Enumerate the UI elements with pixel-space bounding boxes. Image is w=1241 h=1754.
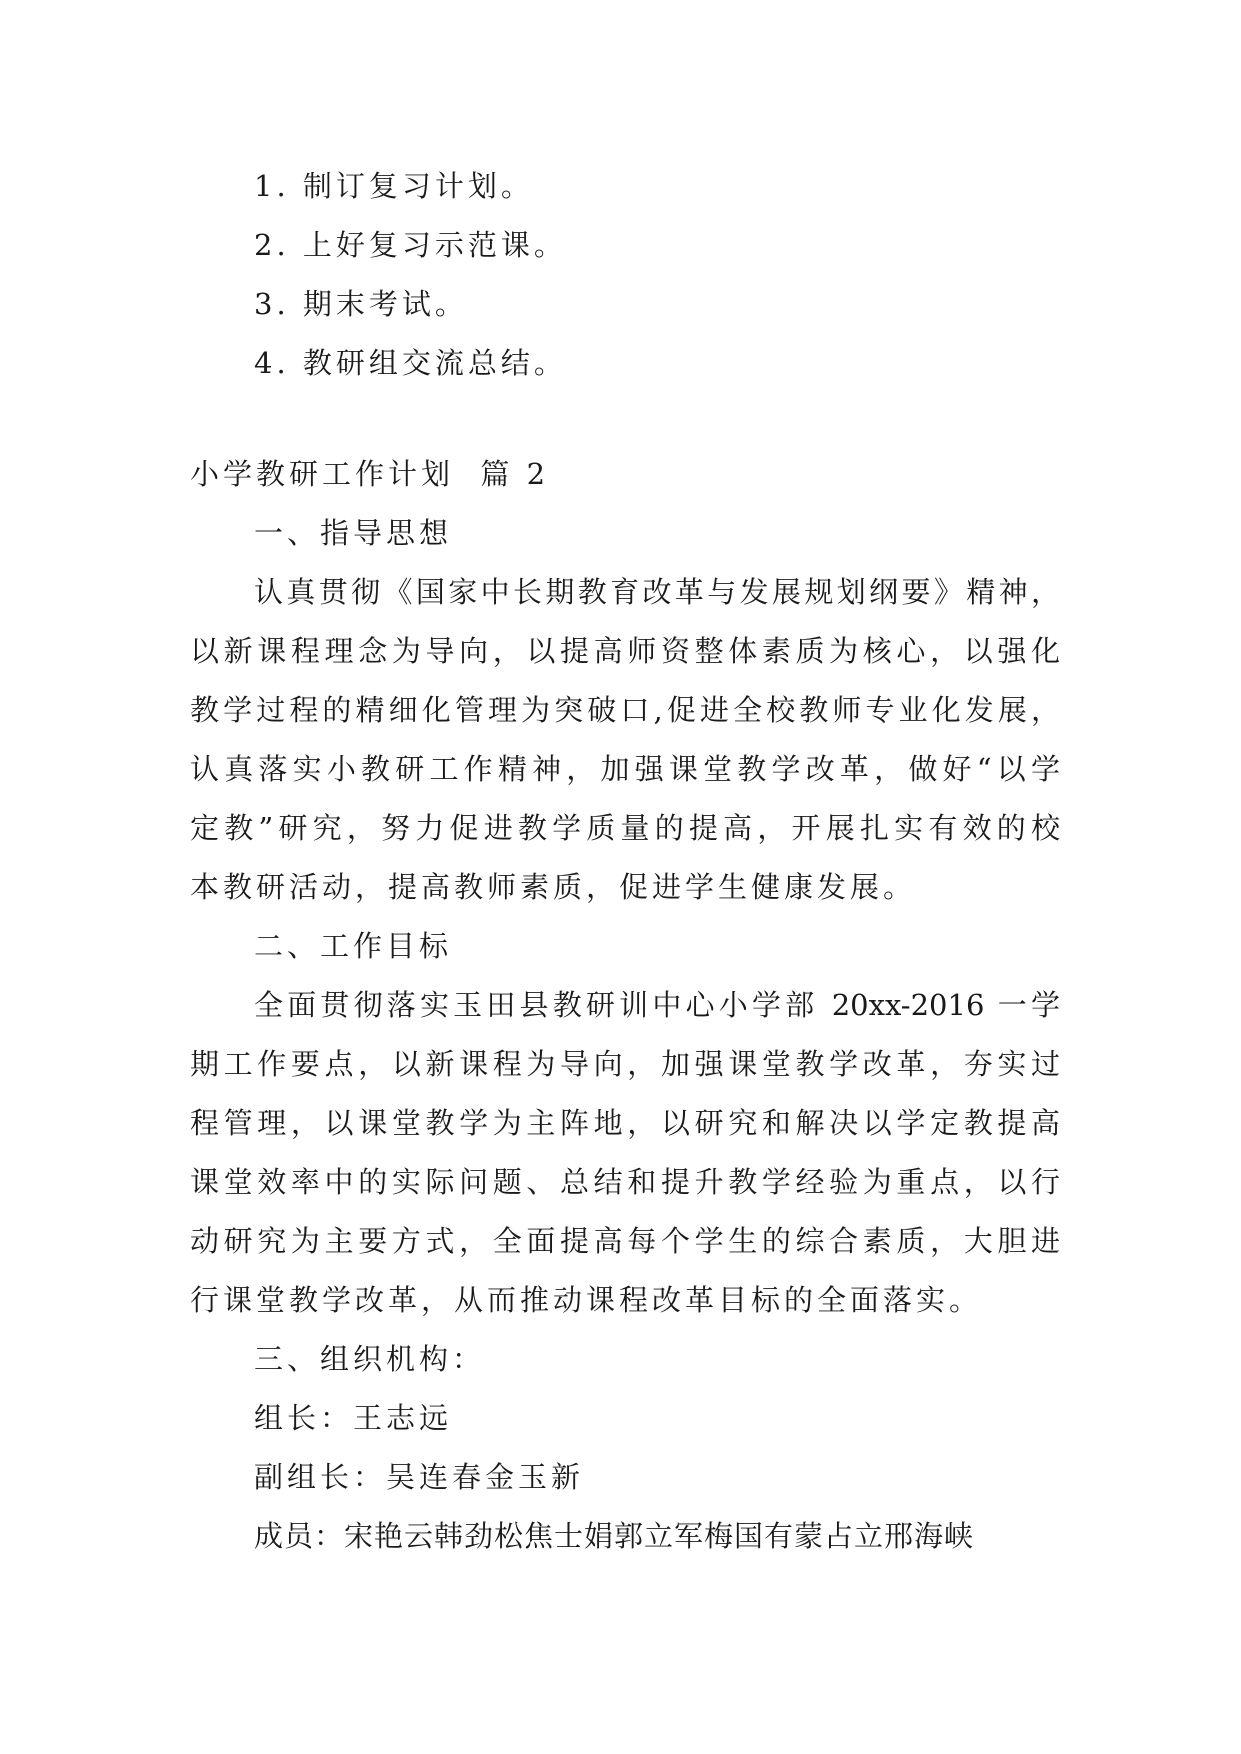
paragraph-line: 认真落实小教研工作精神，加强课堂教学改革，做好“以学 bbox=[190, 752, 1060, 786]
paragraph-line: 定教”研究，努力促进教学质量的提高，开展扎实有效的校 bbox=[190, 811, 1060, 845]
paragraph-line: 本教研活动，提高教师素质，促进学生健康发展。 bbox=[190, 870, 917, 904]
paragraph-line: 期工作要点，以新课程为导向，加强课堂教学改革，夯实过 bbox=[190, 1047, 1060, 1081]
paragraph-line: 教学过程的精细化管理为突破口,促进全校教师专业化发展， bbox=[190, 693, 1060, 727]
paragraph-line: 程管理，以课堂教学为主阵地，以研究和解决以学定教提高 bbox=[190, 1106, 1060, 1140]
vice-leader-line: 副组长：吴连春金玉新 bbox=[254, 1460, 585, 1494]
list-item-3: 3. 期末考试。 bbox=[254, 287, 468, 321]
list-item-4: 4. 教研组交流总结。 bbox=[254, 346, 567, 380]
section-title: 小学教研工作计划 篇 2 bbox=[190, 457, 550, 491]
paragraph-line: 以新课程理念为导向，以提高师资整体素质为核心，以强化 bbox=[190, 634, 1060, 668]
heading-work-goals: 二、工作目标 bbox=[254, 929, 453, 963]
paragraph-line: 课堂效率中的实际问题、总结和提升教学经验为重点，以行 bbox=[190, 1165, 1060, 1199]
members-line: 成员：宋艳云韩劲松焦士娟郭立军梅国有蒙占立邢海峡 bbox=[254, 1519, 975, 1553]
list-item-1: 1. 制订复习计划。 bbox=[254, 169, 534, 203]
leader-line: 组长：王志远 bbox=[254, 1401, 453, 1435]
paragraph-line: 认真贯彻《国家中长期教育改革与发展规划纲要》精神， bbox=[254, 575, 1060, 609]
paragraph-line: 全面贯彻落实玉田县教研训中心小学部 20xx-2016 一学 bbox=[254, 988, 1060, 1022]
list-item-2: 2. 上好复习示范课。 bbox=[254, 228, 567, 262]
paragraph-line: 行课堂教学改革，从而推动课程改革目标的全面落实。 bbox=[190, 1283, 983, 1317]
paragraph-line: 动研究为主要方式，全面提高每个学生的综合素质，大胆进 bbox=[190, 1224, 1060, 1258]
heading-organization: 三、组织机构： bbox=[254, 1342, 486, 1376]
heading-guiding-ideology: 一、指导思想 bbox=[254, 516, 453, 550]
